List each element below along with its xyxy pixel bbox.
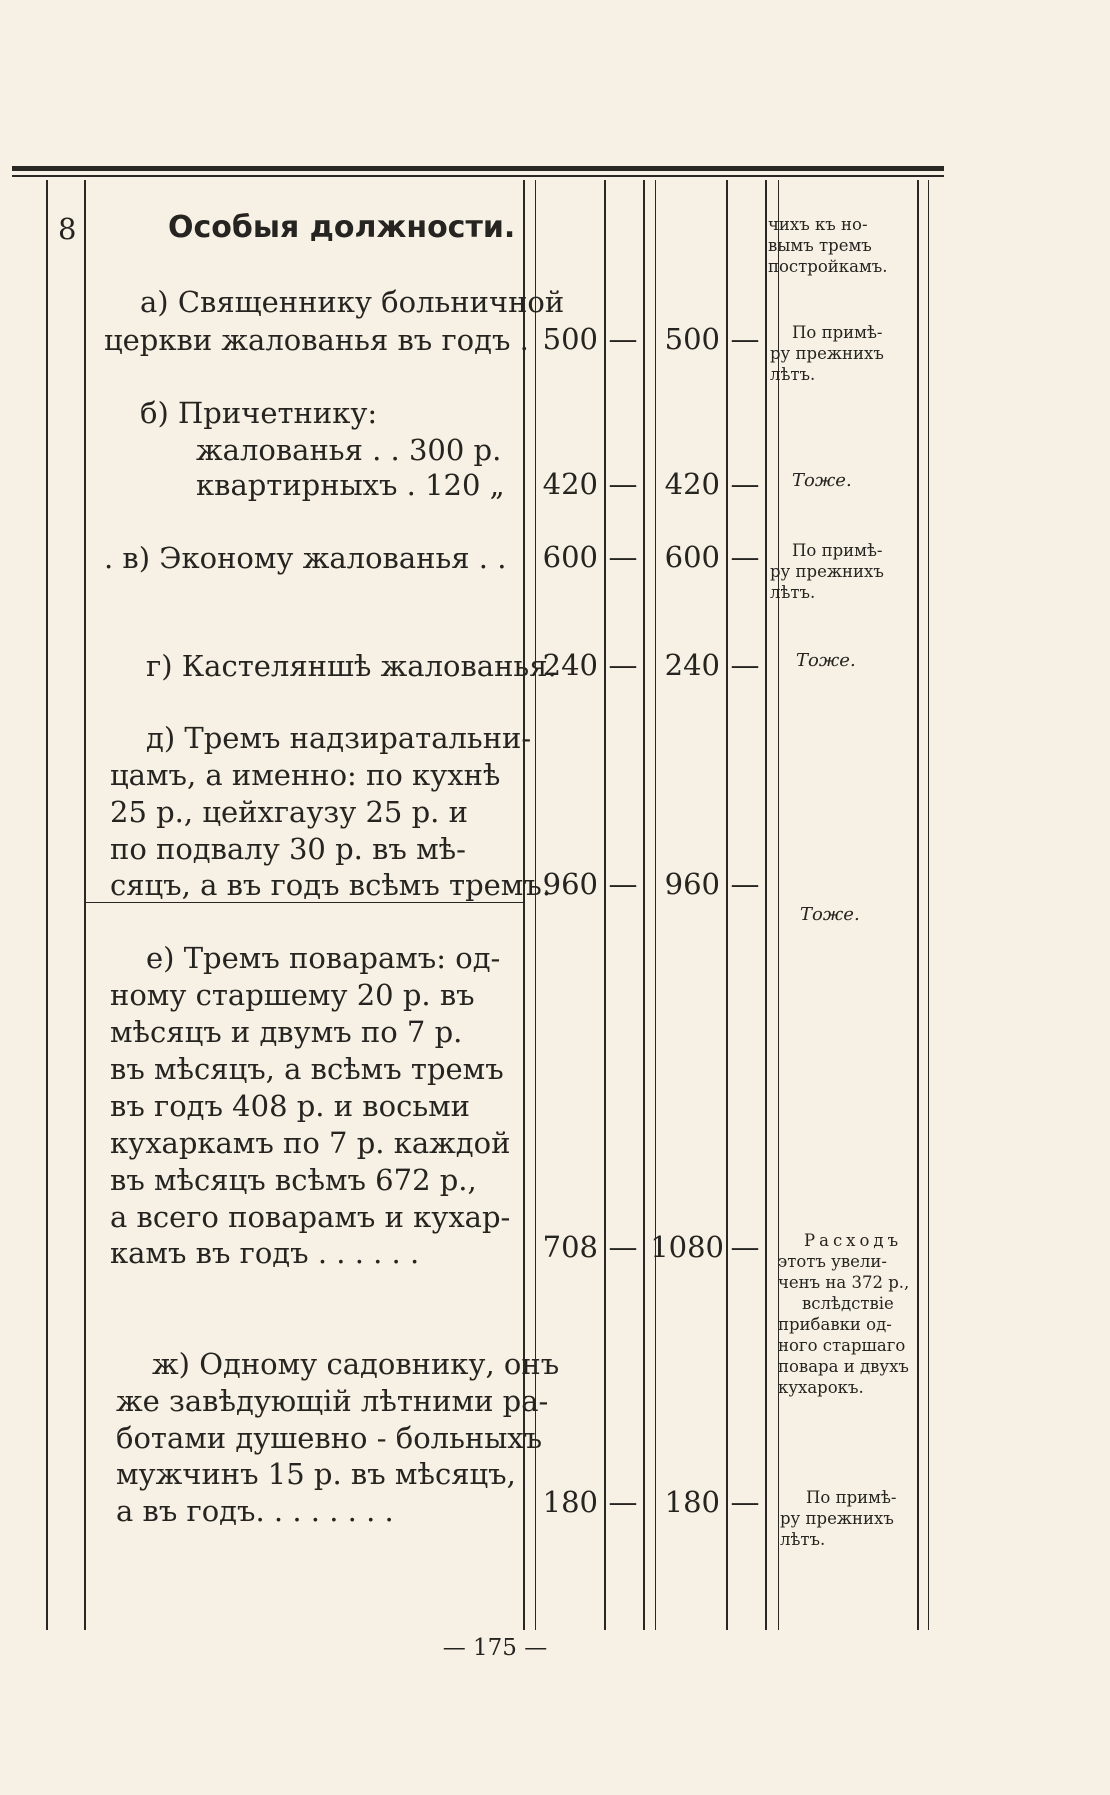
remark-line: По примѣ-: [792, 323, 883, 342]
item-zh-line-2: же завѣдующій лѣтними ра-: [116, 1384, 549, 1418]
item-b-line-2: жалованья . . 300 р.: [196, 433, 502, 467]
remark-line: чихъ къ но-: [768, 215, 868, 234]
item-b-amount-1: 420: [542, 467, 598, 501]
item-e-line-6: кухаркамъ по 7 р. каждой: [110, 1126, 511, 1160]
remark-line: ру прежнихъ: [780, 1509, 894, 1528]
item-b-amount-2: 420: [664, 467, 720, 501]
item-zh-dash-2: —: [730, 1485, 760, 1519]
item-d-separator: [84, 902, 524, 903]
item-e-amount-1: 708: [542, 1230, 598, 1264]
item-e-line-9: камъ въ годъ . . . . . .: [110, 1236, 420, 1270]
item-e-line-4: въ мѣсяцъ, а всѣмъ тремъ: [110, 1052, 504, 1086]
remark-line: прибавки од-: [778, 1315, 892, 1334]
remark-line: лѣтъ.: [780, 1530, 826, 1549]
item-g-amount-1: 240: [542, 648, 598, 682]
item-g-amount-2: 240: [664, 648, 720, 682]
top-rule-thin: [12, 175, 944, 177]
item-g-dash-1: —: [608, 648, 638, 682]
remark-line: Тоже.: [792, 470, 852, 491]
item-zh-line-3: ботами душевно - больныхъ: [116, 1421, 543, 1455]
column-rule-dash2-inner: [778, 180, 779, 1630]
item-e-dash-1: —: [608, 1230, 638, 1264]
item-e-line-1: е) Тремъ поварамъ: од-: [146, 941, 501, 975]
remark-line: Расходъ: [804, 1231, 903, 1250]
column-rule-amount1: [604, 180, 606, 1630]
item-b-line-3: квартирныхъ . 120 „: [196, 468, 505, 502]
item-a-line-1: а) Священнику больничной: [140, 285, 565, 319]
section-title: Особыя должности.: [168, 210, 516, 245]
item-a-amount-1: 500: [542, 322, 598, 356]
item-zh-dash-1: —: [608, 1485, 638, 1519]
item-b-dash-1: —: [608, 467, 638, 501]
item-zh-line-5: а въ годъ. . . . . . . .: [116, 1494, 394, 1528]
item-a-remark: [770, 322, 884, 385]
remark-line: кухарокъ.: [778, 1378, 864, 1397]
item-b-remark: [792, 470, 852, 491]
remark-line: повара и двухъ: [778, 1357, 909, 1376]
section-number: 8: [58, 212, 77, 246]
item-zh-line-1: ж) Одному садовнику, онъ: [152, 1347, 560, 1381]
remark-line: По примѣ-: [792, 541, 883, 560]
item-zh-amount-2: 180: [664, 1485, 720, 1519]
item-b-dash-2: —: [730, 467, 760, 501]
item-d-dash-1: —: [608, 867, 638, 901]
item-d-line-1: д) Тремъ надзиратальни-: [146, 721, 532, 755]
remark-line: лѣтъ.: [770, 365, 816, 384]
column-rule-remark: [917, 180, 919, 1630]
item-v-line-1: . в) Эконому жалованья . .: [104, 541, 507, 575]
column-rule-number: [84, 180, 86, 1630]
item-e-line-2: ному старшему 20 р. въ: [110, 978, 475, 1012]
remark-line: постройкамъ.: [768, 257, 888, 276]
column-rule-dash1: [643, 180, 645, 1630]
item-g-remark: [796, 650, 856, 671]
column-rule-left: [46, 180, 48, 1630]
item-g-dash-2: —: [730, 648, 760, 682]
item-zh-line-4: мужчинъ 15 р. въ мѣсяцъ,: [116, 1457, 516, 1491]
remark-line: По примѣ-: [806, 1488, 897, 1507]
remark-line: ру прежнихъ: [770, 344, 884, 363]
item-d-line-5: сяцъ, а въ годъ всѣмъ тремъ.: [110, 868, 552, 902]
page-number: — 175 —: [442, 1635, 548, 1661]
remark-line: Тоже.: [800, 904, 860, 925]
column-rule-amount2: [726, 180, 728, 1630]
remark-line: ченъ на 372 р.,: [778, 1273, 910, 1292]
column-rule-right: [928, 180, 929, 1630]
item-v-amount-2: 600: [664, 540, 720, 574]
item-v-dash-1: —: [608, 540, 638, 574]
item-a-amount-2: 500: [664, 322, 720, 356]
item-b-line-1: б) Причетнику:: [140, 396, 378, 430]
item-d-amount-2: 960: [664, 867, 720, 901]
item-zh-amount-1: 180: [542, 1485, 598, 1519]
item-e-line-7: въ мѣсяцъ всѣмъ 672 р.,: [110, 1163, 477, 1197]
item-d-remark: [800, 904, 860, 925]
remark-line: вымъ тремъ: [768, 236, 872, 255]
item-a-dash-2: —: [730, 322, 760, 356]
remark-line: Тоже.: [796, 650, 856, 671]
item-zh-remark: [780, 1487, 896, 1550]
remark-line: вслѣдствіе: [802, 1294, 894, 1313]
item-v-remark: [770, 540, 884, 603]
remark-line: ного старшаго: [778, 1336, 906, 1355]
item-d-line-2: цамъ, а именно: по кухнѣ: [110, 758, 501, 792]
item-e-amount-2: 1080: [650, 1230, 724, 1264]
remark-line: ру прежнихъ: [770, 562, 884, 581]
item-a-line-2: церкви жалованья въ годъ .: [104, 323, 529, 357]
item-v-amount-1: 600: [542, 540, 598, 574]
item-g-line-1: г) Кастеляншѣ жалованья.: [146, 649, 557, 683]
top-rule-thick: [12, 166, 944, 171]
item-d-line-3: 25 р., цейхгаузу 25 р. и: [110, 795, 468, 829]
item-d-amount-1: 960: [542, 867, 598, 901]
column-rule-dash1-inner: [655, 180, 656, 1630]
remark-line: лѣтъ.: [770, 583, 816, 602]
item-d-dash-2: —: [730, 867, 760, 901]
item-e-line-8: а всего поварамъ и кухар-: [110, 1200, 511, 1234]
carryover-remark: [768, 214, 888, 277]
column-rule-dash2: [765, 180, 767, 1630]
item-e-dash-2: —: [730, 1230, 760, 1264]
item-a-dash-1: —: [608, 322, 638, 356]
remark-line: этотъ увели-: [778, 1252, 887, 1271]
item-e-remark: [778, 1230, 909, 1398]
item-e-line-3: мѣсяцъ и двумъ по 7 р.: [110, 1015, 463, 1049]
item-d-line-4: по подвалу 30 р. въ мѣ-: [110, 832, 466, 866]
item-e-line-5: въ годъ 408 р. и восьми: [110, 1089, 470, 1123]
item-v-dash-2: —: [730, 540, 760, 574]
